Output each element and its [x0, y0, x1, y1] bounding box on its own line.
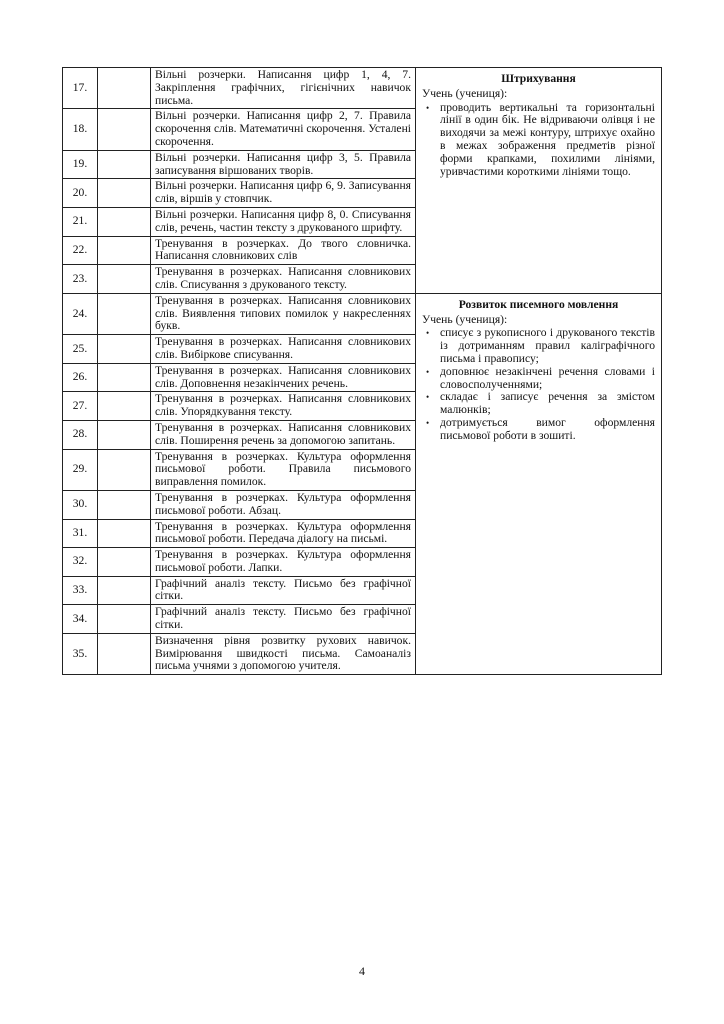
lesson-number: 27. — [63, 392, 98, 421]
lesson-topic: Вільні розчерки. Написання цифр 1, 4, 7. Закріплення графічних, гігієнічних навичок письма. — [151, 68, 416, 109]
lesson-topic: Тренування в розчерках. Культура оформлення письмової роботи. Абзац. — [151, 490, 416, 519]
lesson-number: 31. — [63, 519, 98, 548]
lesson-number: 32. — [63, 548, 98, 577]
requirements-cell — [416, 293, 662, 675]
learner-label: Учень (учениця): — [422, 312, 508, 326]
hours-cell — [98, 392, 151, 421]
lesson-number: 26. — [63, 363, 98, 392]
lesson-number: 22. — [63, 236, 98, 265]
curriculum-table — [62, 67, 662, 675]
hours-cell — [98, 490, 151, 519]
page-number: 4 — [359, 964, 365, 978]
hours-cell — [98, 236, 151, 265]
lesson-topic: Тренування в розчерках. Культура оформлення письмової роботи. Передача діалогу на письмі. — [151, 519, 416, 548]
hours-cell — [98, 420, 151, 449]
hours-cell — [98, 363, 151, 392]
list-item: • дотримується вимог оформлення письмової роботи в зошиті. — [440, 417, 655, 443]
lesson-number: 25. — [63, 335, 98, 364]
hours-cell — [98, 68, 151, 109]
requirements-list — [422, 102, 655, 179]
lesson-topic: Тренування в розчерках. Написання словникових слів. Виявлення типових помилок у накресленнях букв. — [151, 293, 416, 334]
lesson-number: 35. — [63, 633, 98, 674]
lesson-topic: Тренування в розчерках. Написання словникових слів. Списування з друкованого тексту. — [151, 265, 416, 294]
lesson-number: 24. — [63, 293, 98, 334]
hours-cell — [98, 576, 151, 605]
lesson-number: 17. — [63, 68, 98, 109]
lesson-number: 20. — [63, 179, 98, 208]
learner-label: Учень (учениця): — [422, 86, 508, 100]
lesson-number: 29. — [63, 449, 98, 490]
table-row — [63, 68, 662, 109]
hours-cell — [98, 293, 151, 334]
lesson-topic: Вільні розчерки. Написання цифр 6, 9. Записування слів, віршів у стовпчик. — [151, 179, 416, 208]
hours-cell — [98, 207, 151, 236]
hours-cell — [98, 335, 151, 364]
requirements-list — [422, 327, 655, 442]
lesson-topic: Тренування в розчерках. Культура оформлення письмової роботи. Правила письмового виправлення помилок. — [151, 449, 416, 490]
lesson-number: 34. — [63, 605, 98, 634]
lesson-number: 18. — [63, 109, 98, 150]
hours-cell — [98, 519, 151, 548]
list-item: • доповнює незакінчені речення словами і словосполученнями; — [440, 366, 655, 392]
lesson-number: 19. — [63, 150, 98, 179]
list-item: • списує з рукописного і друкованого текстів із дотриманням правил каліграфічного письма і правопису; — [440, 327, 655, 365]
lesson-topic: Графічний аналіз тексту. Письмо без графічної сітки. — [151, 576, 416, 605]
hours-cell — [98, 109, 151, 150]
hours-cell — [98, 150, 151, 179]
lesson-number: 28. — [63, 420, 98, 449]
list-item: • проводить вертикальні та горизонтальні лінії в один бік. Не відриваючи олівця і не виходячи за межі контуру, штрихує охайно в межах зображення предметів різної форми крапками, похилими лініями, уривчастими короткими лініями тощо. — [440, 102, 655, 179]
hours-cell — [98, 265, 151, 294]
lesson-topic: Вільні розчерки. Написання цифр 8, 0. Списування слів, речень, частин тексту з друкованого шрифту. — [151, 207, 416, 236]
lesson-topic: Визначення рівня розвитку рухових навичок. Вимірювання швидкості письма. Самоаналіз письма учнями з допомогою учителя. — [151, 633, 416, 674]
section-title: Штрихування — [501, 72, 576, 85]
lesson-topic: Графічний аналіз тексту. Письмо без графічної сітки. — [151, 605, 416, 634]
lesson-topic: Тренування в розчерках. Написання словникових слів. Поширення речень за допомогою запитань. — [151, 420, 416, 449]
hours-cell — [98, 633, 151, 674]
list-item: • складає і записує речення за змістом малюнків; — [440, 391, 655, 417]
requirements-cell — [416, 68, 662, 294]
lesson-topic: Тренування в розчерках. Культура оформлення письмової роботи. Лапки. — [151, 548, 416, 577]
lesson-topic: Тренування в розчерках. Написання словникових слів. Упорядкування тексту. — [151, 392, 416, 421]
lesson-topic: Тренування в розчерках. Написання словникових слів. Вибіркове списування. — [151, 335, 416, 364]
lesson-number: 23. — [63, 265, 98, 294]
lesson-topic: Тренування в розчерках. Написання словникових слів. Доповнення незакінчених речень. — [151, 363, 416, 392]
lesson-number: 33. — [63, 576, 98, 605]
lesson-number: 21. — [63, 207, 98, 236]
hours-cell — [98, 179, 151, 208]
hours-cell — [98, 449, 151, 490]
lesson-number: 30. — [63, 490, 98, 519]
lesson-topic: Вільні розчерки. Написання цифр 2, 7. Правила скорочення слів. Математичні скорочення. Усталені скорочення. — [151, 109, 416, 150]
lesson-topic: Тренування в розчерках. До твого словничка. Написання словникових слів — [151, 236, 416, 265]
table-row — [63, 293, 662, 334]
hours-cell — [98, 548, 151, 577]
section-title: Розвиток писемного мовлення — [458, 297, 619, 311]
hours-cell — [98, 605, 151, 634]
lesson-topic: Вільні розчерки. Написання цифр 3, 5. Правила записування віршованих творів. — [151, 150, 416, 179]
